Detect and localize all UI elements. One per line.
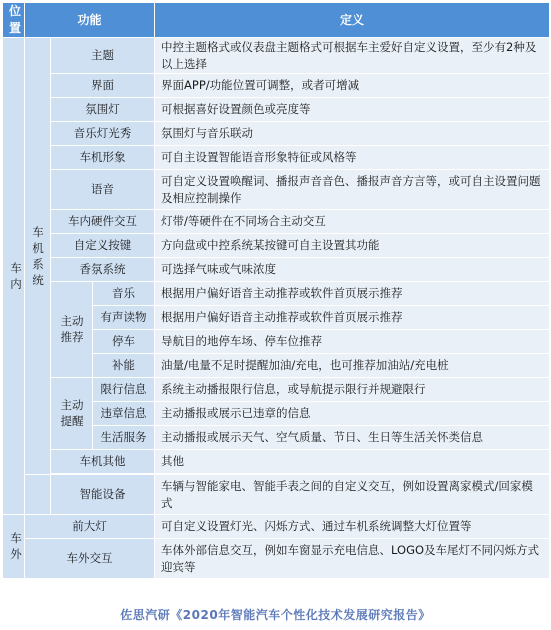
function-cell: 界面	[51, 74, 155, 98]
function-cell: 前大灯	[25, 515, 155, 539]
group-empty	[25, 475, 51, 515]
function-cell: 车外交互	[25, 539, 155, 579]
function-cell: 氛围灯	[51, 98, 155, 122]
table-row	[3, 122, 550, 146]
group-head-unit: 车机系统	[25, 38, 51, 475]
definition-cell: 车体外部信息交互，例如车窗显示充电信息、LOGO及车尾灯不同闪烁方式迎宾等	[155, 539, 550, 579]
subgroup-remind: 主动提醒	[51, 378, 93, 450]
table-row	[3, 170, 550, 210]
table-row	[3, 475, 550, 515]
function-cell: 补能	[93, 354, 155, 378]
definition-cell: 主动播报或展示已违章的信息	[155, 402, 550, 426]
function-cell: 语音	[51, 170, 155, 210]
function-cell: 车机其他	[51, 450, 155, 474]
function-cell: 有声读物	[93, 306, 155, 330]
table-row	[3, 515, 550, 539]
function-cell: 限行信息	[93, 378, 155, 402]
position-outside: 车外	[3, 515, 25, 579]
table-row	[3, 539, 550, 579]
table-row	[3, 258, 550, 282]
definition-cell: 根据用户偏好语音主动推荐或软件首页展示推荐	[155, 306, 550, 330]
position-inside: 车内	[3, 38, 25, 515]
table-row	[3, 234, 550, 258]
function-cell: 生活服务	[93, 426, 155, 450]
definition-cell: 氛围灯与音乐联动	[155, 122, 550, 146]
table-row	[3, 282, 550, 306]
header-definition: 定义	[155, 3, 550, 38]
definition-cell: 可自主设置智能语音形象特征或风格等	[155, 146, 550, 170]
definition-cell: 灯带/等硬件在不同场合主动交互	[155, 210, 550, 234]
feature-table	[2, 2, 550, 579]
table-row	[3, 378, 550, 402]
function-cell: 自定义按键	[51, 234, 155, 258]
function-cell: 车机形象	[51, 146, 155, 170]
function-cell: 车内硬件交互	[51, 210, 155, 234]
definition-cell: 油量/电量不足时提醒加油/充电，也可推荐加油站/充电桩	[155, 354, 550, 378]
function-cell: 违章信息	[93, 402, 155, 426]
function-cell: 智能设备	[51, 475, 155, 515]
definition-cell: 可根据喜好设置颜色或亮度等	[155, 98, 550, 122]
function-cell: 主题	[51, 38, 155, 74]
table-row	[3, 38, 550, 74]
definition-cell: 可自定义设置唤醒词、播报声音音色、播报声音方言等，或可自主设置问题及相应控制操作	[155, 170, 550, 210]
definition-cell: 根据用户偏好语音主动推荐或软件首页展示推荐	[155, 282, 550, 306]
definition-cell: 方向盘或中控系统某按键可自主设置其功能	[155, 234, 550, 258]
table-row	[3, 98, 550, 122]
function-cell: 香氛系统	[51, 258, 155, 282]
header-function: 功能	[25, 3, 155, 38]
function-cell: 音乐	[93, 282, 155, 306]
definition-cell: 中控主题格式或仪表盘主题格式可根据车主爱好自定义设置，至少有2种及以上选择	[155, 38, 550, 74]
table-row	[3, 146, 550, 170]
definition-cell: 车辆与智能家电、智能手表之间的自定义交互，例如设置离家模式/回家模式	[155, 475, 550, 515]
source-caption: 佐思汽研《2020年智能汽车个性化技术发展研究报告》	[120, 608, 431, 622]
definition-cell: 系统主动播报限行信息，或导航提示限行并规避限行	[155, 378, 550, 402]
definition-cell: 其他	[155, 450, 550, 474]
definition-cell: 可自定义设置灯光、闪烁方式、通过车机系统调整大灯位置等	[155, 515, 550, 539]
table-row	[3, 210, 550, 234]
header-row	[3, 3, 550, 38]
function-cell: 音乐灯光秀	[51, 122, 155, 146]
definition-cell: 可选择气味或气味浓度	[155, 258, 550, 282]
definition-cell: 主动播报或展示天气、空气质量、节日、生日等生活关怀类信息	[155, 426, 550, 450]
table-row	[3, 450, 550, 474]
header-position: 位置	[3, 3, 25, 38]
definition-cell: 界面APP/功能位置可调整，或者可增减	[155, 74, 550, 98]
definition-cell: 导航目的地停车场、停车位推荐	[155, 330, 550, 354]
subgroup-recommend: 主动推荐	[51, 282, 93, 378]
table-row	[3, 74, 550, 98]
function-cell: 停车	[93, 330, 155, 354]
